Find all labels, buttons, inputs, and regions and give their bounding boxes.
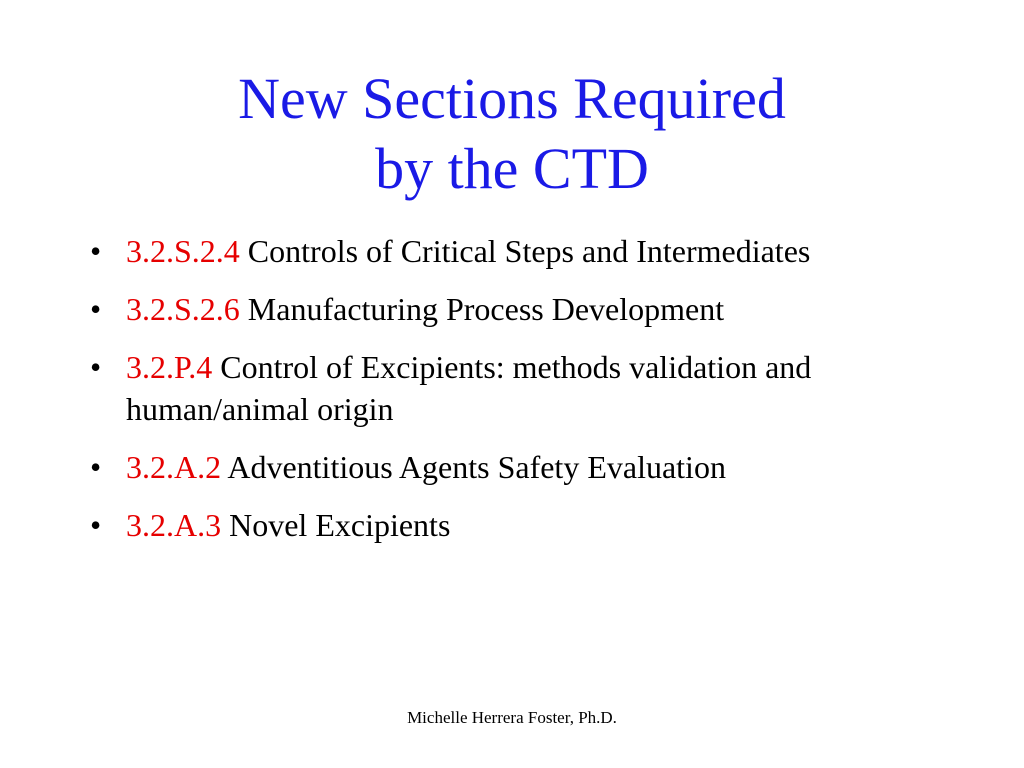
slide-title bbox=[0, 64, 1024, 204]
section-code: 3.2.P.4 bbox=[126, 349, 213, 385]
section-code: 3.2.S.2.6 bbox=[126, 291, 240, 327]
bullet-list bbox=[90, 230, 940, 562]
bullet-icon: • bbox=[90, 349, 102, 385]
bullet-icon: • bbox=[90, 291, 102, 327]
bullet-item bbox=[90, 288, 940, 330]
section-description: Adventitious Agents Safety Evaluation bbox=[227, 449, 726, 485]
bullet-item bbox=[90, 504, 940, 546]
section-description: Control of Excipients: methods validation and human/animal origin bbox=[126, 349, 812, 427]
section-description: Novel Excipients bbox=[229, 507, 451, 543]
section-code: 3.2.A.3 bbox=[126, 507, 222, 543]
bullet-item bbox=[90, 446, 940, 488]
section-code: 3.2.A.2 bbox=[126, 449, 222, 485]
bullet-icon: • bbox=[90, 233, 102, 269]
bullet-icon: • bbox=[90, 449, 102, 485]
section-code: 3.2.S.2.4 bbox=[126, 233, 240, 269]
bullet-item bbox=[90, 346, 940, 430]
bullet-icon: • bbox=[90, 507, 102, 543]
bullet-item bbox=[90, 230, 940, 272]
slide-title-line-1: New Sections Required bbox=[238, 66, 786, 131]
section-description: Controls of Critical Steps and Intermediates bbox=[247, 233, 811, 269]
slide-title-line-2: by the CTD bbox=[375, 136, 649, 201]
slide-footer-author: Michelle Herrera Foster, Ph.D. bbox=[407, 708, 617, 727]
section-description: Manufacturing Process Development bbox=[247, 291, 725, 327]
